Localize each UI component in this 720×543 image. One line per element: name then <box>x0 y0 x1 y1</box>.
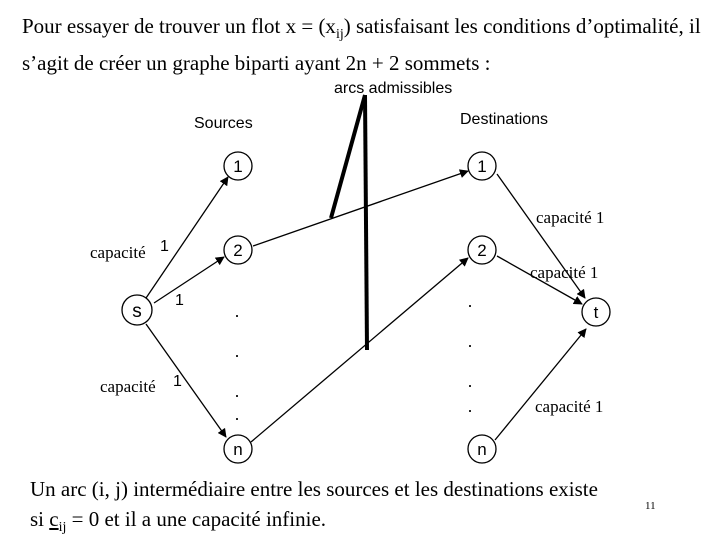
source-ellipsis-dot: . <box>234 341 240 361</box>
capacity-label-source-2: capacité <box>90 243 146 262</box>
capacity-label-source-n: capacité <box>100 377 156 396</box>
capacity-label-destination-1: capacité 1 <box>536 208 605 227</box>
capacity-value-source-n: 1 <box>173 373 182 390</box>
destination-ellipsis-dot: . <box>467 371 473 391</box>
arc-source-2-to-destination-1 <box>253 171 468 246</box>
arc-s-to-source-n <box>146 324 226 437</box>
outro-c-symbol: c <box>49 507 59 531</box>
node-t <box>582 298 610 326</box>
destination-ellipsis-dot: . <box>467 291 473 311</box>
outro-line-1: Un arc (i, j) intermédiaire entre les sources et les destinations existe <box>30 477 598 501</box>
source-node-2 <box>224 236 252 264</box>
outro-paragraph <box>30 474 710 543</box>
capacity-value-source-1: 1 <box>175 292 184 309</box>
slide-number: 11 <box>645 500 656 512</box>
intro-text-2: ) satisfaisant les conditions d’optimalité, il s’agit de créer un graphe biparti ayant 2n + 2 sommets : <box>22 14 701 76</box>
destination-ellipsis-dot: . <box>467 331 473 351</box>
outro-line-2-start: si <box>30 507 50 531</box>
destination-node-1 <box>468 152 496 180</box>
source-node-2-label: 2 <box>233 241 243 260</box>
source-node-n <box>224 435 252 463</box>
arc-s-to-source-2 <box>154 257 224 303</box>
source-node-1-label: 1 <box>233 157 243 176</box>
pointer-line-right <box>365 95 367 350</box>
intro-text-1: Pour essayer de trouver un flot x = (x <box>22 14 336 38</box>
capacity-value-source-2: 1 <box>160 238 169 255</box>
destination-node-2 <box>468 236 496 264</box>
node-s-label: s <box>132 301 142 322</box>
source-ellipsis-dot: . <box>234 404 240 424</box>
destination-ellipsis-dot: . <box>467 396 473 416</box>
capacity-label-destination-n: capacité 1 <box>535 397 604 416</box>
node-s <box>122 295 152 325</box>
destination-node-n <box>468 435 496 463</box>
source-ellipsis-dot: . <box>234 381 240 401</box>
intro-subscript: ij <box>335 27 344 43</box>
destinations-label: Destinations <box>460 111 549 128</box>
arcs-admissibles-label: arcs admissibles <box>334 80 453 97</box>
destination-node-1-label: 1 <box>477 157 487 176</box>
sources-label: Sources <box>194 115 253 132</box>
outro-subscript: ij <box>58 520 67 536</box>
capacity-label-destination-2: capacité 1 <box>530 263 599 282</box>
arc-destination-n-to-t <box>495 329 586 440</box>
source-node-1 <box>224 152 252 180</box>
destination-node-2-label: 2 <box>477 241 487 260</box>
source-ellipsis-dot: . <box>234 301 240 321</box>
pointer-line-left <box>331 95 365 218</box>
arc-source-n-to-destination-2 <box>251 258 468 442</box>
destination-node-n-label: n <box>477 440 487 459</box>
node-t-label: t <box>593 303 599 322</box>
source-node-n-label: n <box>233 440 243 459</box>
outro-line-2-end: = 0 et il a une capacité infinie. <box>66 507 327 531</box>
